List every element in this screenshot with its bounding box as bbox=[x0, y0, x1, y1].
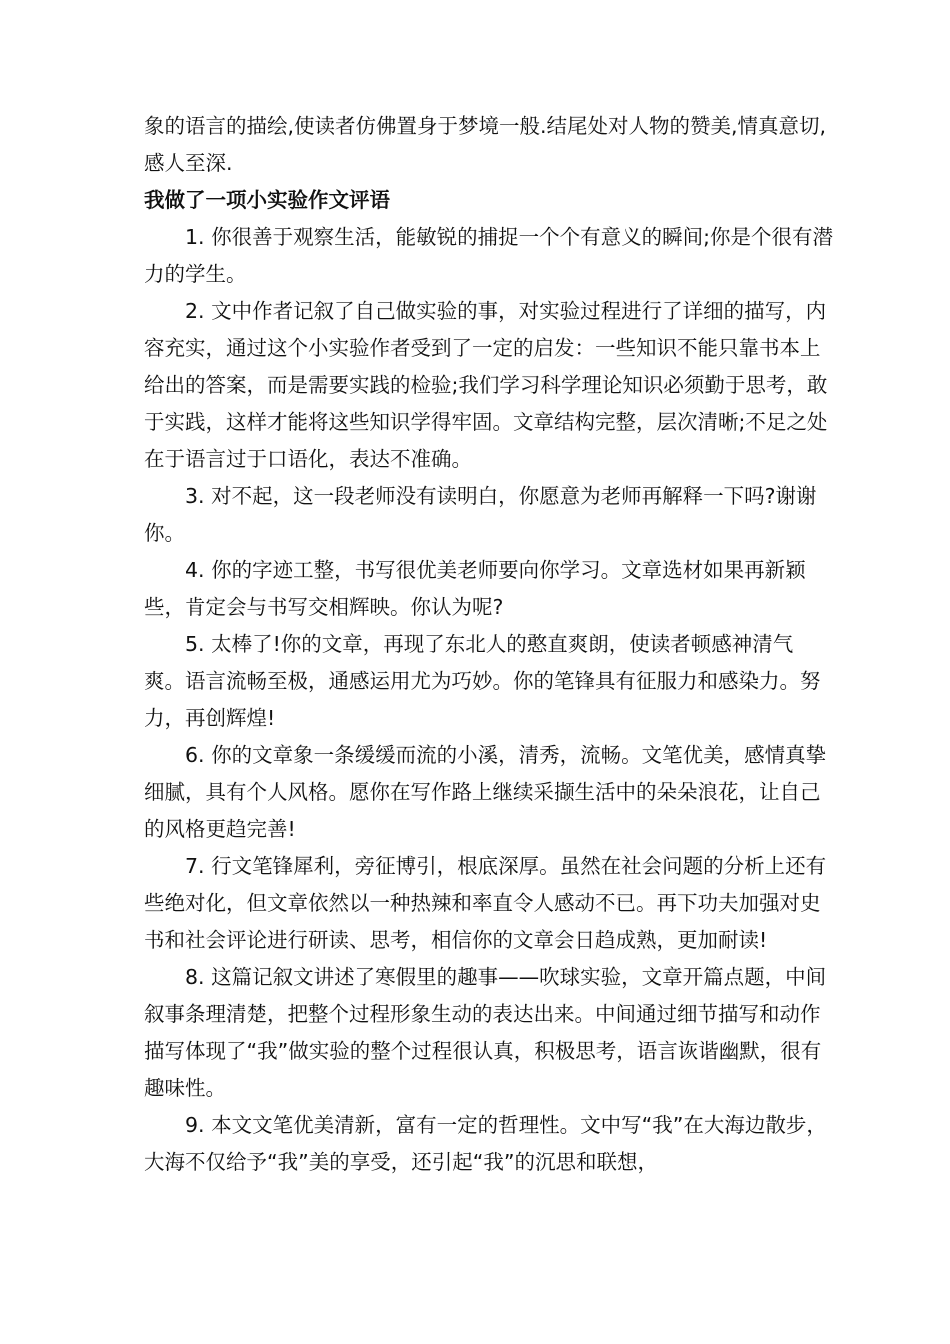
intro-paragraph: 象的语言的描绘,使读者仿佛置身于梦境一般.结尾处对人物的赞美,情真意切,感人至深. bbox=[144, 114, 827, 175]
list-item: 4. 你的字迹工整，书写很优美老师要向你学习。文章选材如果再新颖些，肯定会与书写交相辉映。你认为呢? bbox=[144, 558, 806, 619]
section-heading: 我做了一项小实验作文评语 bbox=[144, 188, 390, 212]
comment-list bbox=[144, 219, 834, 1181]
list-item: 7. 行文笔锋犀利，旁征博引，根底深厚。虽然在社会问题的分析上还有些绝对化，但文章依然以一种热辣和率直令人感动不已。再下功夫加强对史书和社会评论进行研读、思考，相信你的文章会日趋成熟，更加耐读! bbox=[144, 854, 827, 952]
list-item: 3. 对不起，这一段老师没有读明白，你愿意为老师再解释一下吗?谢谢你。 bbox=[144, 484, 817, 545]
list-item: 2. 文中作者记叙了自己做实验的事，对实验过程进行了详细的描写，内容充实，通过这个小实验作者受到了一定的启发：一些知识不能只靠书本上给出的答案，而是需要实践的检验;我们学习科学理论知识必须勤于思考，敢于实践，这样才能将这些知识学得牢固。文章结构完整，层次清晰;不足之处在于语言过于口语化，表达不准确。 bbox=[144, 299, 828, 471]
list-item: 5. 太棒了!你的文章，再现了东北人的憨直爽朗，使读者顿感神清气爽。语言流畅至极，通感运用尤为巧妙。你的笔锋具有征服力和感染力。努力，再创辉煌! bbox=[144, 632, 821, 730]
list-item: 1. 你很善于观察生活，能敏锐的捕捉一个个有意义的瞬间;你是个很有潜力的学生。 bbox=[144, 225, 833, 286]
list-item: 6. 你的文章象一条缓缓而流的小溪，清秀，流畅。文笔优美，感情真挚细腻，具有个人风格。愿你在写作路上继续采撷生活中的朵朵浪花，让自己的风格更趋完善! bbox=[144, 743, 827, 841]
list-item: 9. 本文文笔优美清新，富有一定的哲理性。文中写“我”在大海边散步，大海不仅给予“我”美的享受，还引起“我”的沉思和联想， bbox=[144, 1113, 827, 1174]
list-item: 8. 这篇记叙文讲述了寒假里的趣事——吹球实验，文章开篇点题，中间叙事条理清楚，把整个过程形象生动的表达出来。中间通过细节描写和动作描写体现了“我”做实验的整个过程很认真，积极思考，语言诙谐幽默，很有趣味性。 bbox=[144, 965, 827, 1100]
